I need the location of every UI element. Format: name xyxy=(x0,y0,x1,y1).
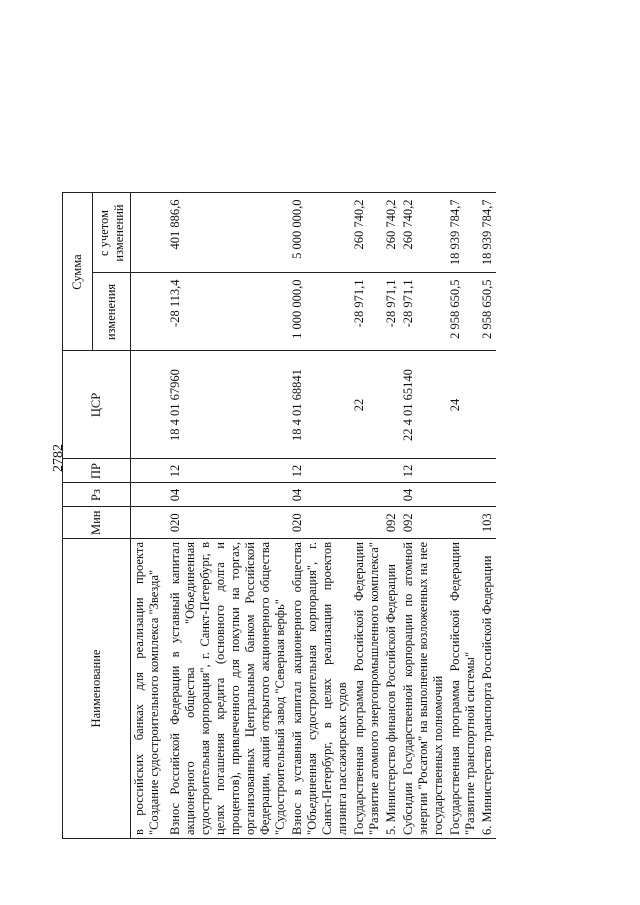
cell-min xyxy=(131,507,167,539)
cell-rz xyxy=(131,483,167,507)
table-header xyxy=(63,193,131,839)
cell-min: 020 xyxy=(167,507,289,539)
table-row xyxy=(479,193,496,839)
cell-change: -28 113,4 xyxy=(167,273,289,351)
cell-total: 18 939 784,7 xyxy=(479,193,496,273)
cell-csr xyxy=(479,351,496,459)
cell-min: 092 xyxy=(383,507,400,539)
header-rz: Рз xyxy=(63,483,131,507)
cell-change: -28 971,1 xyxy=(383,273,400,351)
cell-name: Взнос Российской Федерации в уставный капитал акционерного общества "Объединенная судостроительная корпорация", г. Санкт-Петербург, в целях погашения кредита (основного долга и процентов), привлеченного для покупки на торгах, организованных Центральным банком Российской Федерации, акций открытого акционерного общества "Судостроительный завод "Северная верфь" xyxy=(167,539,289,839)
budget-table xyxy=(62,193,496,840)
table-row xyxy=(289,193,351,839)
cell-change: 2 958 650,5 xyxy=(479,273,496,351)
cell-pr: 12 xyxy=(400,459,447,483)
table-body xyxy=(131,193,496,839)
cell-name: Взнос в уставный капитал акционерного общества "Объединенная судостроительная корпорация", г. Санкт-Петербург, в целях реализации проектов лизинга пассажирских судов xyxy=(289,539,351,839)
cell-total: 260 740,2 xyxy=(351,193,383,273)
cell-total: 401 886,6 xyxy=(167,193,289,273)
cell-total xyxy=(131,193,167,273)
cell-min: 092 xyxy=(400,507,447,539)
cell-pr xyxy=(131,459,167,483)
cell-name: Государственная программа Российской Федерации "Развитие транспортной системы" xyxy=(447,539,479,839)
page-number: 2782 xyxy=(51,444,66,472)
header-min: Мин xyxy=(63,507,131,539)
cell-pr xyxy=(383,459,400,483)
cell-min xyxy=(351,507,383,539)
cell-pr: 12 xyxy=(289,459,351,483)
table-row xyxy=(131,193,167,839)
cell-change: -28 971,1 xyxy=(400,273,447,351)
cell-min xyxy=(447,507,479,539)
cell-pr xyxy=(447,459,479,483)
header-changes: изменения xyxy=(93,273,131,351)
table-row xyxy=(447,193,479,839)
cell-csr: 22 xyxy=(351,351,383,459)
table-row xyxy=(167,193,289,839)
table-row xyxy=(351,193,383,839)
header-csr: ЦСР xyxy=(63,351,131,459)
header-pr: ПР xyxy=(63,459,131,483)
cell-change: -28 971,1 xyxy=(351,273,383,351)
header-with-changes: с учетом изменений xyxy=(93,193,131,273)
cell-pr xyxy=(351,459,383,483)
cell-csr xyxy=(131,351,167,459)
cell-change: 1 000 000,0 xyxy=(289,273,351,351)
cell-rz xyxy=(447,483,479,507)
cell-min: 020 xyxy=(289,507,351,539)
cell-csr: 22 4 01 65140 xyxy=(400,351,447,459)
cell-total: 260 740,2 xyxy=(400,193,447,273)
cell-csr: 18 4 01 67960 xyxy=(167,351,289,459)
cell-name: Государственная программа Российской Федерации "Развитие атомного энергопромышленного комплекса" xyxy=(351,539,383,839)
table-row xyxy=(400,193,447,839)
cell-rz: 04 xyxy=(289,483,351,507)
cell-csr: 18 4 01 68841 xyxy=(289,351,351,459)
cell-pr: 12 xyxy=(167,459,289,483)
cell-name: 5. Министерство финансов Российской Федерации xyxy=(383,539,400,839)
cell-rz: 04 xyxy=(400,483,447,507)
cell-rz xyxy=(479,483,496,507)
cell-change xyxy=(131,273,167,351)
cell-name: 6. Министерство транспорта Российской Федерации xyxy=(479,539,496,839)
header-name: Наименование xyxy=(63,539,131,839)
cell-total: 5 000 000,0 xyxy=(289,193,351,273)
cell-rz xyxy=(351,483,383,507)
cell-total: 260 740,2 xyxy=(383,193,400,273)
cell-pr xyxy=(479,459,496,483)
cell-min: 103 xyxy=(479,507,496,539)
table-row xyxy=(383,193,400,839)
header-sum: Сумма xyxy=(63,193,93,351)
cell-change: 2 958 650,5 xyxy=(447,273,479,351)
cell-rz: 04 xyxy=(167,483,289,507)
cell-csr: 24 xyxy=(447,351,479,459)
cell-name: в российских банках для реализации проекта "Создание судостроительного комплекса "Звезда" xyxy=(131,539,167,839)
cell-total: 18 939 784,7 xyxy=(447,193,479,273)
cell-name: Субсидии Государственной корпорации по атомной энергии "Росатом" на выполнение возложенных на нее государственных полномочий xyxy=(400,539,447,839)
cell-rz xyxy=(383,483,400,507)
cell-csr xyxy=(383,351,400,459)
